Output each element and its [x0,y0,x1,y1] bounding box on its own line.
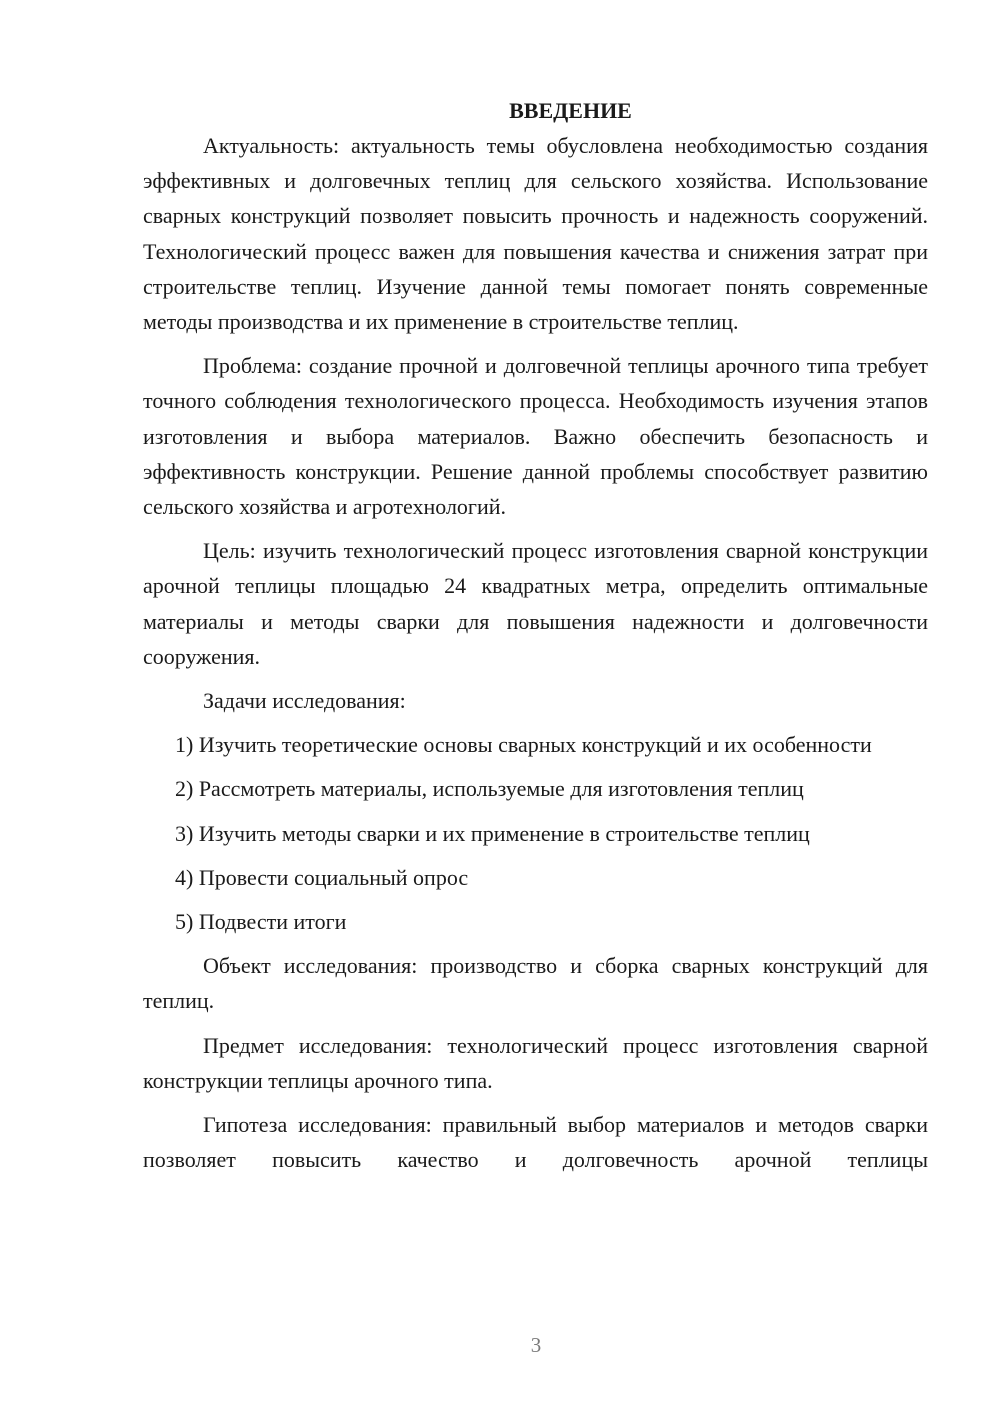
page-title: ВВЕДЕНИЕ [509,98,632,123]
goal-paragraph: Цель: изучить технологический процесс изготовления сварной конструкции арочной теплицы площадью 24 квадратных метра, определить оптимальные материалы и методы сварки для повышения надежности и долговечности сооружения. [143,538,928,669]
task-item-1: 1) Изучить теоретические основы сварных конструкций и их особенности [175,732,872,758]
relevance-paragraph: Актуальность: актуальность темы обусловлена необходимостью создания эффективных и долговечных теплиц для сельского хозяйства. Использование сварных конструкций позволяет повысить прочность и надежность сооружений. Технологический процесс важен для повышения качества и снижения затрат при строительстве теплиц. Изучение данной темы помогает понять современные методы производства и их применение в строительстве теплиц. [143,133,928,335]
document-body [143,96,928,1186]
task-item-3: 3) Изучить методы сварки и их применение в строительстве теплиц [175,820,810,846]
tasks-heading: Задачи исследования: [203,688,406,714]
object-paragraph: Объект исследования: производство и сборка сварных конструкций для теплиц. [143,953,928,1014]
task-item-5: 5) Подвести итоги [175,909,347,935]
page-number: 3 [530,1333,542,1357]
task-item-4: 4) Провести социальный опрос [175,864,469,890]
problem-paragraph: Проблема: создание прочной и долговечной теплицы арочного типа требует точного соблюдения технологического процесса. Необходимость изучения этапов изготовления и выбора материалов. Важно обеспечить безопасность и эффективность конструкции. Решение данной проблемы способствует развитию сельского хозяйства и агротехнологий. [143,353,928,520]
subject-paragraph: Предмет исследования: технологический процесс изготовления сварной конструкции теплицы арочного типа. [143,1032,928,1093]
task-item-2: 2) Рассмотреть материалы, используемые для изготовления теплиц [175,776,804,802]
hypothesis-paragraph: Гипотеза исследования: правильный выбор материалов и методов сварки позволяет повысить качество и долговечность арочной теплицы [143,1112,928,1173]
